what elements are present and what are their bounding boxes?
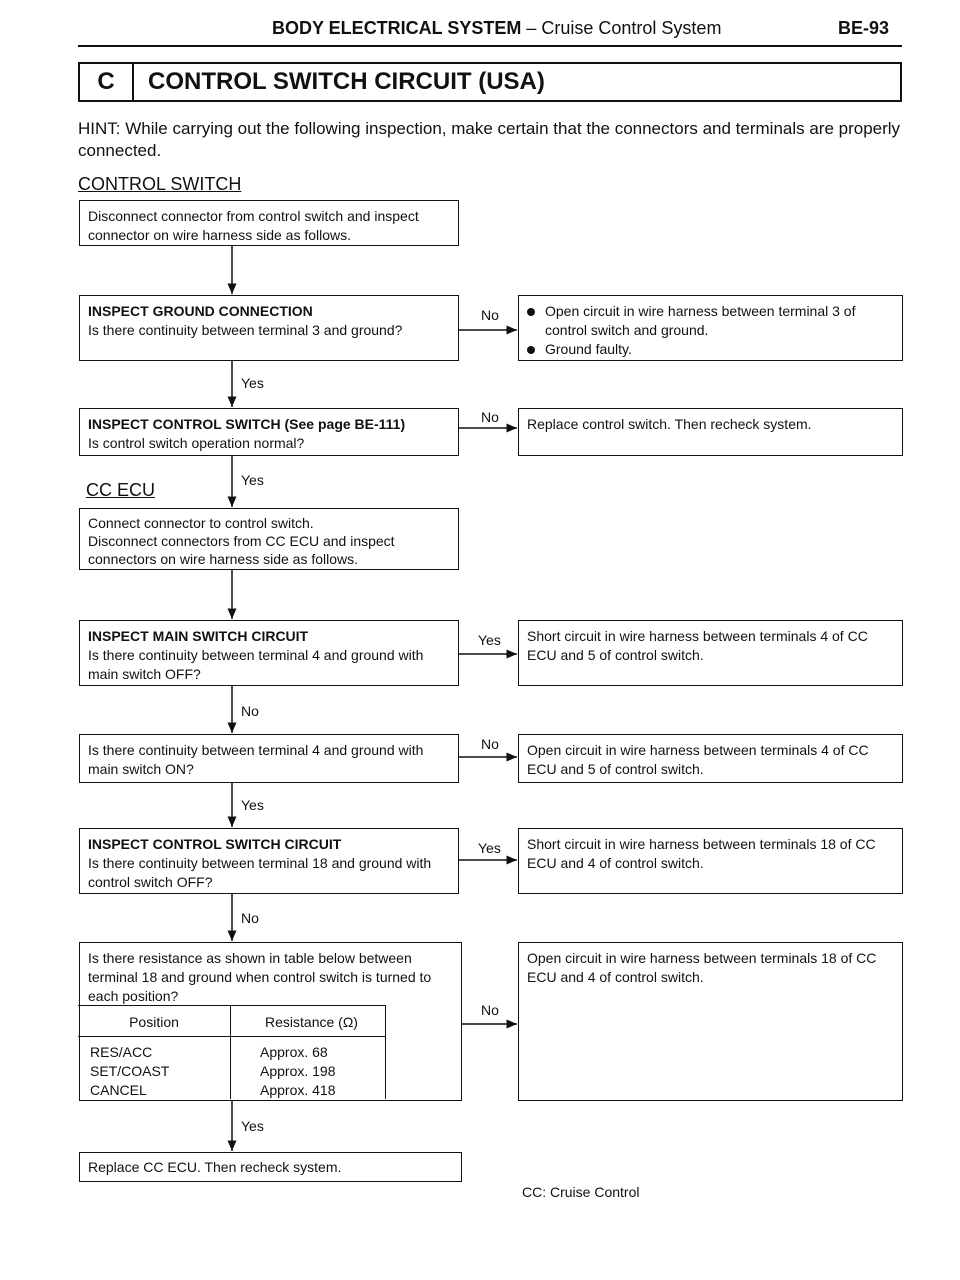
page-number: BE-93 [838,18,890,38]
section-letter: C [80,64,134,100]
step-question: Is there continuity between terminal 4 and ground with main switch OFF? [88,647,424,682]
result-short-4-5 [518,620,903,686]
no-label: No [481,409,499,425]
no-label: No [481,307,499,323]
bullet-text: Ground faulty. [545,341,632,357]
table-divider [230,1006,231,1099]
step-title: INSPECT CONTROL SWITCH CIRCUIT [88,836,342,852]
table-cell: Approx. 68 [260,1044,328,1060]
table-cell: SET/COAST [90,1063,170,1079]
bullet-text: Open circuit in wire harness between terminal 3 of control switch and ground. [545,303,856,338]
yes-label: Yes [478,840,501,856]
table-cell: RES/ACC [90,1044,153,1060]
step-question: Is control switch operation normal? [88,435,305,451]
cc-ecu-heading: CC ECU [86,480,156,500]
header-subsection: – Cruise Control System [521,18,722,38]
section-title: CONTROL SWITCH CIRCUIT (USA) [148,68,545,95]
header-section: BODY ELECTRICAL SYSTEM [272,18,522,38]
step-main-switch-on [79,734,459,783]
resistance-table [78,1005,386,1099]
step-question: Is there continuity between terminal 4 and ground with main switch ON? [88,742,424,777]
result-open-18-4 [518,942,903,1101]
result-text: Open circuit in wire harness between terminals 4 of CC ECU and 5 of control switch. [527,742,869,777]
table-cell: Approx. 198 [260,1063,336,1079]
step-text: Disconnect connector from control switch and inspect connector on wire harness side as follows. [88,208,419,243]
result-bullet [527,340,894,359]
no-label: No [241,910,259,926]
no-label: No [241,703,259,719]
bullet-icon [527,308,535,316]
result-bullet [527,302,894,340]
step-connect-ecu [79,508,459,570]
result-replace-control-switch [518,408,903,456]
step-text: Replace CC ECU. Then recheck system. [88,1159,342,1175]
hint-text: HINT: While carrying out the following inspection, make certain that the connectors and terminals are properly connected. [78,119,901,160]
step-text: Connect connector to control switch. Disconnect connectors from CC ECU and inspect connectors on wire harness side as follows. [88,515,395,567]
table-header: Position [129,1014,179,1030]
no-label: No [481,736,499,752]
result-text: Short circuit in wire harness between terminals 18 of CC ECU and 4 of control switch. [527,836,876,871]
step-title: INSPECT CONTROL SWITCH (See page BE-111) [88,416,406,432]
yes-label: Yes [241,797,264,813]
step-inspect-control-switch [79,408,459,456]
step-disconnect-switch [79,200,459,246]
result-ground-fault [518,295,903,361]
no-label: No [481,1002,499,1018]
control-switch-heading: CONTROL SWITCH [78,174,242,194]
result-text: Open circuit in wire harness between terminals 18 of CC ECU and 4 of control switch. [527,950,877,985]
result-text: Short circuit in wire harness between terminals 4 of CC ECU and 5 of control switch. [527,628,868,663]
yes-label: Yes [241,375,264,391]
yes-label: Yes [241,472,264,488]
step-inspect-ground [79,295,459,361]
yes-label: Yes [241,1118,264,1134]
step-question: Is there continuity between terminal 18 and ground with control switch OFF? [88,855,432,890]
step-inspect-control-switch-circuit [79,828,459,894]
step-title: INSPECT GROUND CONNECTION [88,303,313,319]
step-question: Is there resistance as shown in table below between terminal 18 and ground when control switch is turned to each position? [88,950,432,1004]
result-short-18-4 [518,828,903,894]
step-inspect-main-switch [79,620,459,686]
step-question: Is there continuity between terminal 3 and ground? [88,322,403,338]
table-cell: CANCEL [90,1082,147,1098]
result-text: Replace control switch. Then recheck system. [527,416,812,432]
table-header: Resistance (Ω) [265,1014,358,1030]
table-cell: Approx. 418 [260,1082,336,1098]
footnote: CC: Cruise Control [522,1184,640,1200]
bullet-icon [527,346,535,354]
result-open-4-5 [518,734,903,783]
step-title: INSPECT MAIN SWITCH CIRCUIT [88,628,309,644]
yes-label: Yes [478,632,501,648]
table-divider [78,1036,385,1037]
step-replace-cc-ecu [79,1152,462,1182]
